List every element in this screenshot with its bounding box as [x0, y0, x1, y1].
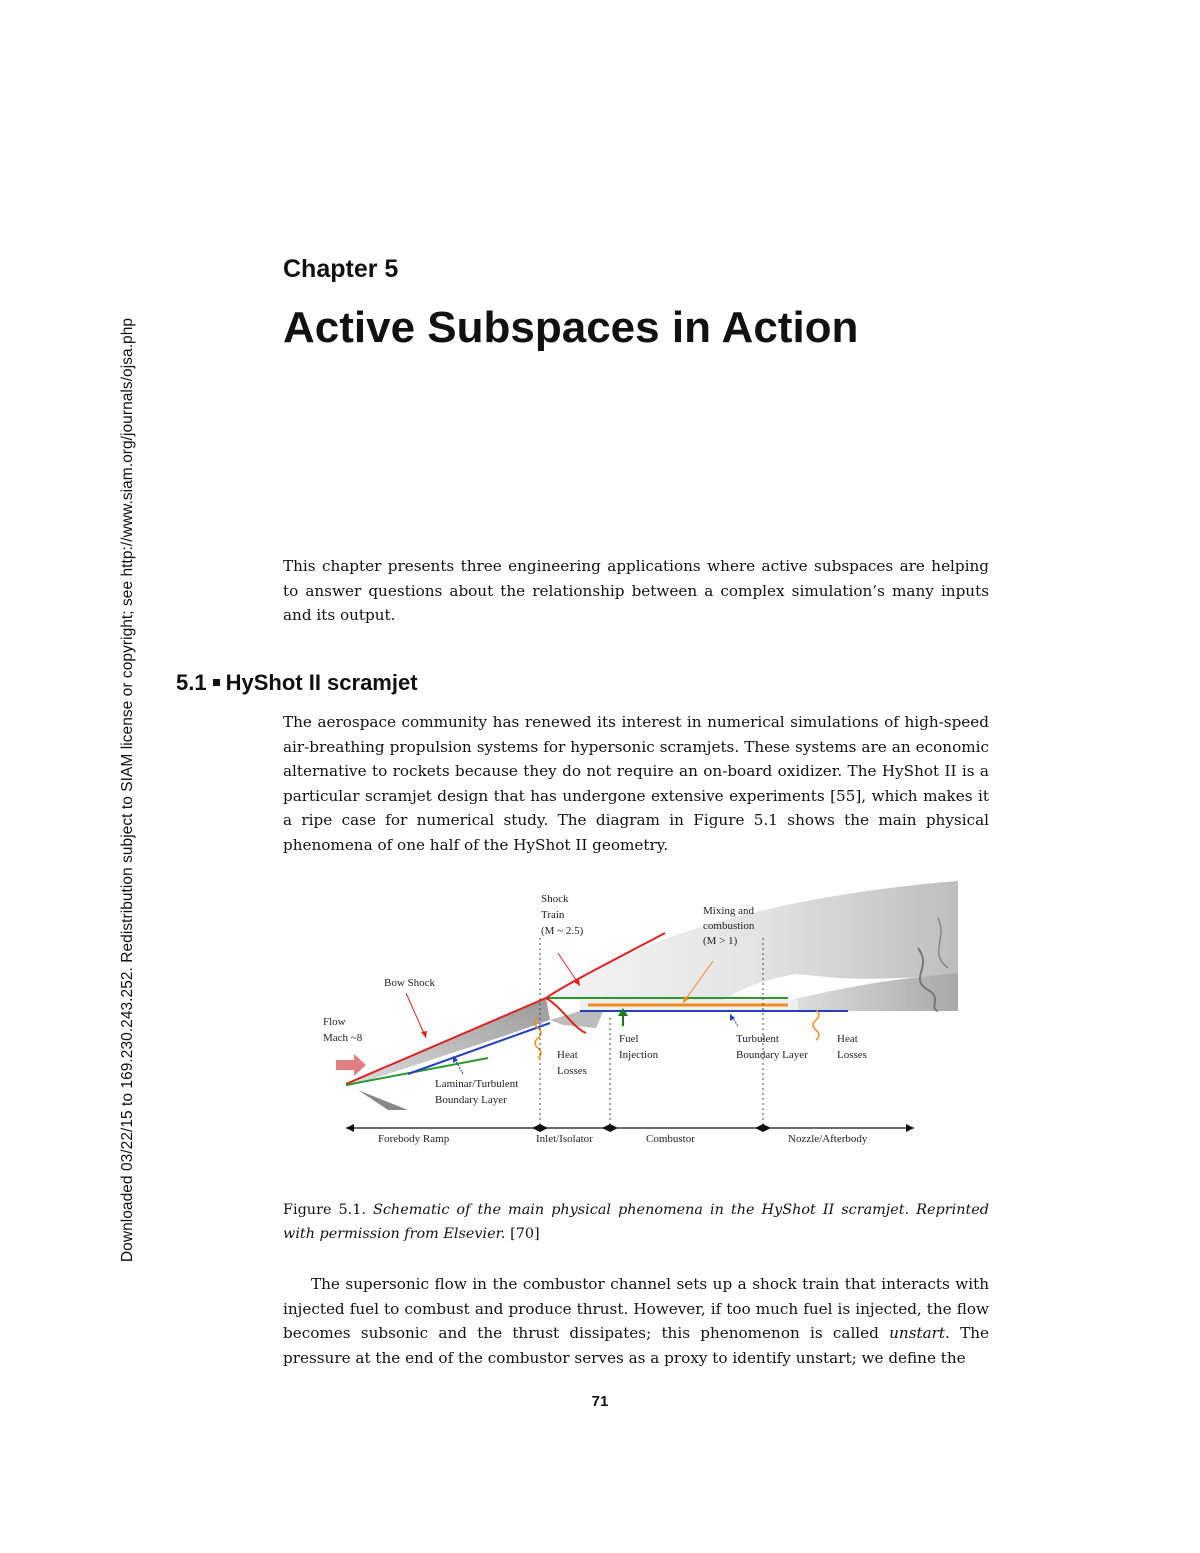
label-shock-train-3: (M ~ 2.5)	[541, 925, 584, 937]
section-title: HyShot II scramjet	[225, 670, 418, 695]
body-paragraph-2	[283, 1272, 989, 1370]
label-mixing-3: (M > 1)	[703, 935, 738, 947]
label-combustor: Combustor	[646, 1133, 695, 1145]
caption-label: Figure 5.1.	[283, 1202, 366, 1218]
label-laminar-1: Laminar/Turbulent	[435, 1078, 519, 1090]
label-inlet-isolator: Inlet/Isolator	[536, 1133, 593, 1145]
chapter-label: Chapter 5	[283, 255, 399, 283]
ramp-underside	[358, 1090, 408, 1110]
caption-text: Schematic of the main physical phenomena in the HyShot II scramjet. Reprinted with permission from Elsevier.	[283, 1202, 989, 1242]
label-laminar-2: Boundary Layer	[435, 1094, 507, 1106]
region-tick-3	[755, 1124, 771, 1132]
label-turbulent-2: Boundary Layer	[736, 1049, 808, 1061]
download-notice: Downloaded 03/22/15 to 169.230.243.252. Redistribution subject to SIAM license or copyright; see http://www.siam.org/journals/ojsa.php	[119, 317, 136, 1263]
section-number: 5.1	[176, 670, 207, 695]
body-paragraph-1: The aerospace community has renewed its interest in numerical simulations of high-speed air-breathing propulsion systems for hypersonic scramjets. These systems are an economic alternative to rockets because they do not require an on-board oxidizer. The HyShot II is a particular scramjet design that has undergone extensive experiments [55], which makes it a ripe case for numerical study. The diagram in Figure 5.1 shows the main physical phenomena of one half of the HyShot II geometry.	[283, 713, 989, 854]
label-nozzle-afterbody: Nozzle/Afterbody	[788, 1133, 868, 1145]
label-forebody-ramp: Forebody Ramp	[378, 1133, 450, 1145]
section-bullet-icon	[213, 679, 220, 686]
paragraph-2-start: The supersonic flow in the combustor channel sets up a shock train that interacts with injected fuel to combust and produce thrust. However, if too much fuel is injected, the flow becomes subsonic and the thrust dissipates; this phenomenon is called	[283, 1275, 989, 1342]
label-mixing-2: combustion	[703, 920, 755, 932]
label-flow-2: Mach ~8	[323, 1032, 363, 1044]
label-heat-losses-b-2: Losses	[837, 1049, 867, 1061]
chapter-title: Active Subspaces in Action	[283, 303, 859, 352]
label-bow-shock: Bow Shock	[384, 977, 436, 989]
region-tick-1	[532, 1124, 548, 1132]
intro-paragraph: This chapter presents three engineering applications where active subspaces are helping to answer questions about the relationship between a complex simulation’s many inputs and its output.	[283, 557, 989, 624]
paragraph-2-end: . The pressure at the end of the combustor serves as a proxy to identify unstart; we define the	[283, 1324, 989, 1367]
heat-loss-squiggle-2	[813, 1010, 819, 1040]
figure-caption	[283, 1198, 989, 1246]
region-arrowhead-right	[906, 1124, 914, 1132]
bow-shock-pointer	[406, 993, 426, 1038]
forebody-ramp	[346, 998, 550, 1087]
bow-shock-arrowhead	[421, 1031, 427, 1038]
caption-reference: [70]	[510, 1226, 540, 1242]
page-number: 71	[591, 1393, 609, 1410]
label-mixing-1: Mixing and	[703, 905, 755, 917]
label-fuel-1: Fuel	[619, 1033, 639, 1045]
scramjet-figure	[318, 878, 958, 1158]
label-heat-losses-a-1: Heat	[557, 1049, 578, 1061]
scramjet-diagram	[318, 878, 958, 1158]
region-tick-2	[602, 1124, 618, 1132]
section-heading	[176, 668, 418, 698]
label-heat-losses-a-2: Losses	[557, 1065, 587, 1077]
label-shock-train-2: Train	[541, 909, 565, 921]
flow-arrow-icon	[336, 1054, 366, 1076]
label-flow-1: Flow	[323, 1016, 346, 1028]
region-arrowhead-left	[346, 1124, 354, 1132]
label-turbulent-1: Turbulent	[736, 1033, 779, 1045]
label-heat-losses-b-1: Heat	[837, 1033, 858, 1045]
paragraph-2-emphasis: unstart	[889, 1324, 946, 1342]
label-fuel-2: Injection	[619, 1049, 659, 1061]
label-shock-train-1: Shock	[541, 893, 569, 905]
